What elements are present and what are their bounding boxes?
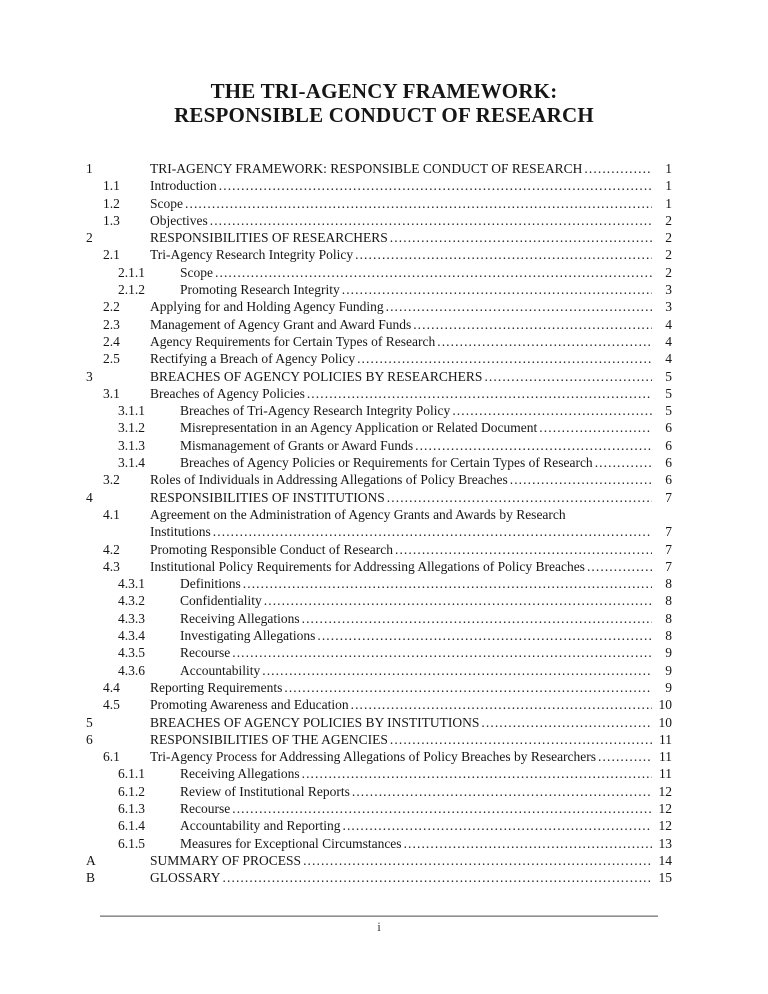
toc-entry-page: 6	[665, 420, 672, 436]
toc-entry-label: Applying for and Holding Agency Funding	[150, 299, 384, 315]
document-title-line2: RESPONSIBLE CONDUCT OF RESEARCH	[174, 103, 594, 127]
toc-entry-page: 11	[659, 766, 672, 782]
toc-entry-label: Receiving Allegations	[180, 610, 300, 626]
document-title-line1: THE TRI-AGENCY FRAMEWORK:	[210, 79, 558, 103]
toc-entry-page: 5	[665, 368, 672, 384]
toc-leader-dots	[598, 748, 652, 765]
toc-entry-page: 2	[665, 247, 672, 263]
toc-entry-page: 11	[659, 731, 672, 747]
toc-leader-dots	[342, 817, 652, 834]
toc-leader-dots	[307, 385, 652, 402]
toc-entry-page: 9	[665, 679, 672, 695]
toc-entry-number: 4.3.1	[118, 576, 145, 592]
toc-entry-number: 3.1.1	[118, 403, 145, 419]
toc-entry	[86, 627, 672, 644]
toc-entry	[86, 679, 672, 696]
toc-leader-dots	[437, 333, 652, 350]
toc-entry-page: 14	[658, 852, 672, 868]
toc-entry-label: SUMMARY OF PROCESS	[150, 852, 302, 868]
toc-entry-page: 8	[665, 628, 672, 644]
toc-entry	[86, 575, 672, 592]
toc-entry-number: 4.3.6	[118, 662, 145, 678]
toc-leader-dots	[413, 316, 652, 333]
toc-leader-dots	[317, 627, 652, 644]
toc-entry	[86, 489, 672, 506]
toc-entry-page: 9	[665, 645, 672, 661]
toc-entry-number: 4	[86, 489, 93, 505]
toc-leader-dots	[210, 212, 652, 229]
toc-entry-label: Recourse	[180, 645, 231, 661]
toc-entry-number: 3.1.4	[118, 455, 145, 471]
toc-entry-label: RESPONSIBILITIES OF INSTITUTIONS	[150, 489, 385, 505]
toc-entry-number: 1	[86, 161, 93, 176]
toc-leader-dots	[539, 419, 652, 436]
toc-entry-label: Objectives	[150, 212, 208, 228]
toc-entry-label: Rectifying a Breach of Agency Policy	[150, 351, 356, 367]
toc-leader-dots	[481, 714, 652, 731]
toc-entry-number: 4.3.4	[118, 628, 145, 644]
toc-entry	[86, 644, 672, 661]
toc-leader-dots	[284, 679, 652, 696]
toc-leader-dots	[390, 731, 652, 748]
toc-entry-label: BREACHES OF AGENCY POLICIES BY INSTITUTIONS	[150, 714, 480, 730]
document-title	[0, 79, 768, 127]
toc-entry-label: Institutional Policy Requirements for Addressing Allegations of Policy Breaches	[150, 558, 585, 574]
toc-entry-number: 6.1.3	[118, 800, 145, 816]
toc-entry-page: 11	[659, 749, 672, 765]
toc-entry-label: Roles of Individuals in Addressing Allegations of Policy Breaches	[150, 472, 508, 488]
toc-entry-label: Tri-Agency Research Integrity Policy	[150, 247, 354, 263]
toc-entry-number: 2.1	[103, 247, 120, 263]
toc-entry-label: Misrepresentation in an Agency Application or Related Document	[180, 420, 538, 436]
toc-entry	[86, 731, 672, 748]
toc-entry	[86, 229, 672, 246]
toc-entry	[86, 402, 672, 419]
toc-entry-label: TRI-AGENCY FRAMEWORK: RESPONSIBLE CONDUCT OF RESEARCH	[150, 161, 583, 176]
toc-entry-label: Promoting Research Integrity	[180, 282, 340, 298]
toc-entry	[86, 350, 672, 367]
toc-entry-label: RESPONSIBILITIES OF THE AGENCIES	[150, 731, 388, 747]
toc-entry	[86, 471, 672, 488]
toc-leader-dots	[262, 662, 652, 679]
toc-leader-dots	[587, 558, 652, 575]
toc-entry-label: Reporting Requirements	[150, 679, 283, 695]
toc-leader-dots	[243, 575, 652, 592]
toc-entry-number: 1.2	[103, 195, 120, 211]
toc-entry-label: GLOSSARY	[150, 870, 221, 886]
toc-entry	[86, 368, 672, 385]
toc-entry-page: 12	[658, 783, 672, 799]
toc-leader-dots	[232, 644, 652, 661]
toc-entry	[86, 696, 672, 713]
toc-entry-number: 4.4	[103, 679, 120, 695]
toc-entry-label: Agreement on the Administration of Agency Grants and Awards by Research	[150, 506, 566, 522]
toc-leader-dots	[584, 160, 652, 177]
toc-entry-label: Receiving Allegations	[180, 766, 300, 782]
toc-entry	[86, 454, 672, 471]
toc-entry	[86, 506, 672, 523]
toc-entry	[86, 748, 672, 765]
toc-entry-label: Measures for Exceptional Circumstances	[180, 835, 402, 851]
toc-entry-label: Scope	[180, 264, 213, 280]
toc-entry-page: 1	[665, 161, 672, 176]
toc-entry-page: 8	[665, 593, 672, 609]
toc-entry-label: Agency Requirements for Certain Types of Research	[150, 333, 436, 349]
toc-entry	[86, 714, 672, 731]
toc-entry-number: 2.3	[103, 316, 120, 332]
toc-entry-page: 2	[665, 264, 672, 280]
toc-leader-dots	[264, 592, 652, 609]
toc-entry-number: 4.3.2	[118, 593, 145, 609]
toc-entry	[86, 852, 672, 869]
toc-entry	[86, 592, 672, 609]
toc-entry	[86, 298, 672, 315]
toc-leader-dots	[395, 541, 652, 558]
toc-entry	[86, 264, 672, 281]
toc-entry	[86, 316, 672, 333]
toc-entry-page: 9	[665, 662, 672, 678]
toc-leader-dots	[484, 368, 652, 385]
toc-entry-page: 8	[665, 576, 672, 592]
toc-entry-number: 6.1	[103, 749, 120, 765]
toc-entry-label: Definitions	[180, 576, 241, 592]
toc-entry-page: 6	[665, 455, 672, 471]
toc-leader-dots	[357, 350, 652, 367]
toc-entry-number: 2.2	[103, 299, 120, 315]
toc-entry-label: Recourse	[180, 800, 231, 816]
toc-entry-number: 3.1.2	[118, 420, 145, 436]
toc-entry-number: 3	[86, 368, 93, 384]
toc-entry-label: Accountability and Reporting	[180, 818, 341, 834]
toc-entry	[86, 177, 672, 194]
table-of-contents	[86, 160, 672, 886]
toc-entry-page: 13	[658, 835, 672, 851]
toc-leader-dots	[386, 298, 652, 315]
toc-entry-label: Accountability	[180, 662, 261, 678]
toc-entry-page: 15	[658, 870, 672, 886]
toc-entry-number: 6.1.2	[118, 783, 145, 799]
toc-entry-page: 12	[658, 800, 672, 816]
toc-leader-dots	[219, 177, 652, 194]
toc-entry	[86, 835, 672, 852]
toc-entry-number: 4.1	[103, 506, 120, 522]
toc-entry	[86, 437, 672, 454]
toc-entry-number: A	[86, 852, 96, 868]
toc-leader-dots	[452, 402, 652, 419]
toc-leader-dots	[387, 489, 652, 506]
toc-entry	[86, 800, 672, 817]
toc-entry	[86, 281, 672, 298]
toc-entry-number: 4.3	[103, 558, 120, 574]
toc-entry-label: Investigating Allegations	[180, 628, 316, 644]
toc-entry-label: Breaches of Agency Policies	[150, 385, 305, 401]
toc-entry-page: 1	[665, 195, 672, 211]
toc-leader-dots	[510, 471, 652, 488]
toc-entry-page: 4	[665, 316, 672, 332]
toc-entry	[86, 160, 672, 177]
toc-entry	[86, 765, 672, 782]
toc-entry-label: BREACHES OF AGENCY POLICIES BY RESEARCHERS	[150, 368, 483, 384]
toc-leader-dots	[595, 454, 652, 471]
toc-leader-dots	[404, 835, 652, 852]
toc-leader-dots	[390, 229, 652, 246]
toc-entry-page: 5	[665, 385, 672, 401]
toc-entry-number: 5	[86, 714, 93, 730]
toc-entry-number: 6.1.1	[118, 766, 145, 782]
toc-entry-page: 5	[665, 403, 672, 419]
toc-leader-dots	[351, 696, 652, 713]
toc-entry	[86, 333, 672, 350]
toc-entry-number: 2.4	[103, 333, 120, 349]
toc-entry-number: 6.1.4	[118, 818, 145, 834]
toc-entry-number: 6.1.5	[118, 835, 145, 851]
toc-entry-number: 2.5	[103, 351, 120, 367]
toc-entry-number: 4.3.3	[118, 610, 145, 626]
toc-entry	[86, 523, 672, 540]
toc-entry	[86, 558, 672, 575]
toc-entry-page: 2	[665, 230, 672, 246]
toc-entry	[86, 662, 672, 679]
toc-entry	[86, 385, 672, 402]
toc-entry	[86, 817, 672, 834]
toc-entry	[86, 195, 672, 212]
toc-leader-dots	[303, 852, 652, 869]
toc-entry	[86, 419, 672, 436]
toc-leader-dots	[302, 765, 652, 782]
toc-entry-page: 7	[665, 558, 672, 574]
footer-divider	[100, 915, 658, 917]
toc-entry	[86, 541, 672, 558]
toc-entry-label: Promoting Awareness and Education	[150, 697, 349, 713]
toc-entry-number: 2	[86, 230, 93, 246]
toc-entry-number: 2.1.2	[118, 282, 145, 298]
toc-entry-number: 4.3.5	[118, 645, 145, 661]
toc-entry-label: Scope	[150, 195, 183, 211]
toc-entry	[86, 610, 672, 627]
toc-leader-dots	[415, 437, 652, 454]
toc-entry-page: 3	[665, 282, 672, 298]
toc-leader-dots	[232, 800, 652, 817]
toc-entry-label: Confidentiality	[180, 593, 262, 609]
toc-entry-label: Institutions	[150, 524, 211, 540]
toc-entry-label: Breaches of Tri-Agency Research Integrity Policy	[180, 403, 451, 419]
toc-entry-page: 4	[665, 351, 672, 367]
toc-entry-page: 6	[665, 472, 672, 488]
toc-entry	[86, 212, 672, 229]
toc-entry-label: Management of Agency Grant and Award Funds	[150, 316, 412, 332]
toc-entry-page: 12	[658, 818, 672, 834]
toc-entry-number: 1.3	[103, 212, 120, 228]
toc-entry-page: 10	[658, 714, 672, 730]
toc-entry-label: RESPONSIBILITIES OF RESEARCHERS	[150, 230, 388, 246]
toc-entry-number: 6	[86, 731, 93, 747]
footer-page-number: i	[377, 919, 381, 934]
toc-leader-dots	[213, 523, 652, 540]
toc-leader-dots	[215, 264, 652, 281]
toc-entry-page: 7	[665, 489, 672, 505]
toc-entry-page: 3	[665, 299, 672, 315]
toc-entry	[86, 783, 672, 800]
toc-entry-page: 2	[665, 212, 672, 228]
toc-entry-label: Breaches of Agency Policies or Requirements for Certain Types of Research	[180, 455, 593, 471]
toc-entry-label: Tri-Agency Process for Addressing Allegations of Policy Breaches by Researchers	[150, 749, 597, 765]
toc-entry-label: Promoting Responsible Conduct of Research	[150, 541, 393, 557]
toc-entry-number: 2.1.1	[118, 264, 145, 280]
toc-leader-dots	[342, 281, 652, 298]
toc-entry-label: Review of Institutional Reports	[180, 783, 350, 799]
toc-entry-page: 6	[665, 437, 672, 453]
toc-entry-page: 8	[665, 610, 672, 626]
toc-entry	[86, 869, 672, 886]
toc-entry-page: 1	[665, 178, 672, 194]
toc-leader-dots	[185, 195, 652, 212]
toc-leader-dots	[352, 783, 652, 800]
toc-entry-number: 3.1	[103, 385, 120, 401]
toc-entry-number: 4.5	[103, 697, 120, 713]
toc-entry-page: 4	[665, 333, 672, 349]
toc-entry-number: 1.1	[103, 178, 120, 194]
toc-entry-page: 10	[658, 697, 672, 713]
toc-entry-label: Introduction	[150, 178, 217, 194]
toc-entry-number: 3.2	[103, 472, 120, 488]
toc-entry-page: 7	[665, 541, 672, 557]
toc-entry-number: 4.2	[103, 541, 120, 557]
toc-entry-label: Mismanagement of Grants or Award Funds	[180, 437, 414, 453]
toc-entry-page: 7	[665, 524, 672, 540]
toc-entry	[86, 246, 672, 263]
toc-leader-dots	[302, 610, 652, 627]
toc-entry-number: 3.1.3	[118, 437, 145, 453]
toc-leader-dots	[355, 246, 652, 263]
toc-entry-number: B	[86, 870, 96, 886]
toc-leader-dots	[223, 869, 652, 886]
